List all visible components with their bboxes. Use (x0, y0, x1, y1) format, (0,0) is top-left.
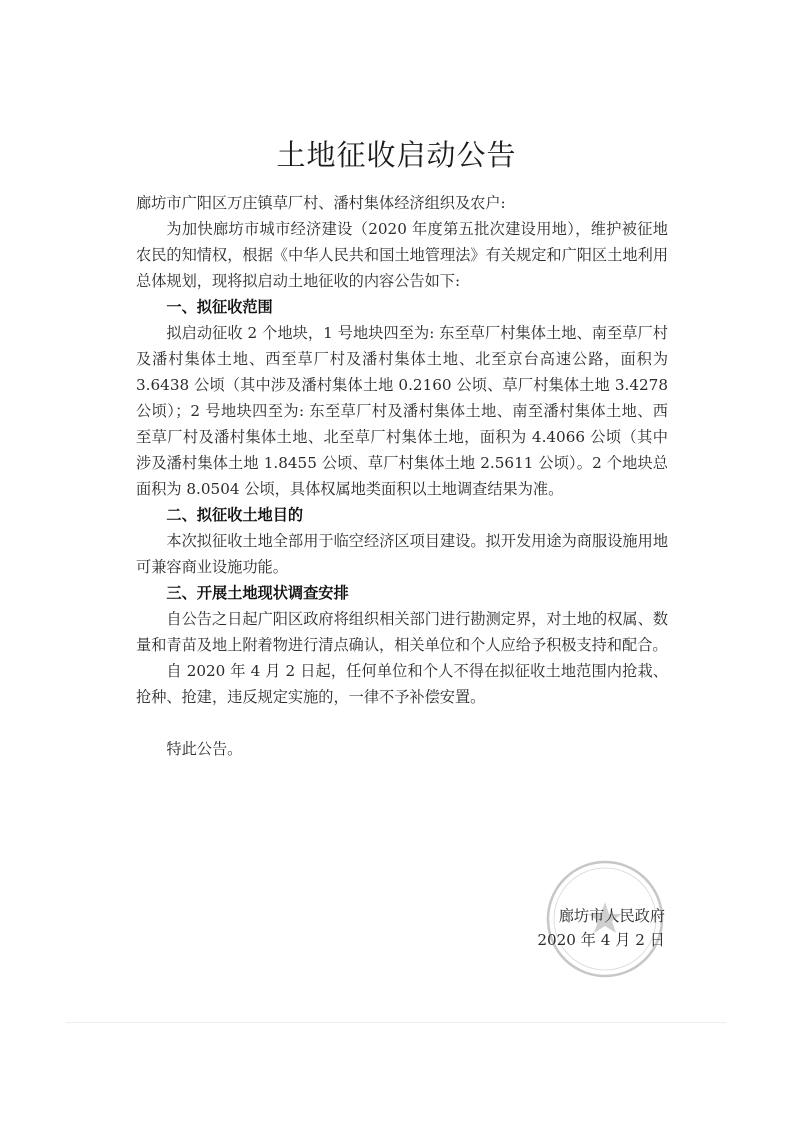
section-heading: 二、拟征收土地目的 (166, 506, 304, 524)
signature-block (537, 904, 665, 952)
section-heading: 三、开展土地现状调查安排 (166, 584, 349, 602)
section-paragraph: 自 2020 年 4 月 2 日起，任何单位和个人不得在拟征收土地范围内抢栽、抢种、抢建，违反规定实施的，一律不予补偿安置。 (136, 662, 668, 706)
page-title: 土地征收启动公告 (276, 138, 517, 172)
section-paragraph: 本次拟征收土地全部用于临空经济区项目建设。拟开发用途为商服设施用地可兼容商业设施功能。 (136, 532, 668, 576)
scan-divider (66, 1022, 726, 1023)
section-heading: 一、拟征收范围 (166, 298, 273, 316)
intro-paragraph: 为加快廊坊市城市经济建设（2020 年度第五批次建设用地），维护被征地农民的知情权，根据《中华人民共和国土地管理法》有关规定和广阳区土地利用总体规划，现将拟启动土地征收的内容公告如下: (136, 220, 668, 290)
signature-date: 2020 年 4 月 2 日 (537, 931, 665, 949)
announcement-body (136, 190, 668, 762)
section-paragraph: 拟启动征收 2 个地块，1 号地块四至为: 东至草厂村集体土地、南至草厂村及潘村集体土地、西至草厂村及潘村集体土地、北至京台高速公路，面积为 3.6438 公顷（其中涉及潘村集体土地 0.2160 公顷、草厂村集体土地 3.4278 公顷）；2 号地块四至为: 东至草厂村及潘村集体土地、南至潘村集体土地、西至草厂村及潘村集体土地、北至草厂村集体土地，面积为 4.4066 公顷（其中涉及潘村集体土地 1.8455 公顷、草厂村集体土地 2.5611 公顷）。2 个地块总面积为 8.0504 公顷，具体权属地类面积以土地调查结果为准。 (136, 324, 668, 498)
signature-org: 廊坊市人民政府 (558, 907, 665, 925)
closing-line: 特此公告。 (166, 740, 243, 758)
section-paragraph: 自公告之日起广阳区政府将组织相关部门进行勘测定界，对土地的权属、数量和青苗及地上附着物进行清点确认，相关单位和个人应给予积极支持和配合。 (136, 610, 668, 654)
addressee: 廊坊市广阳区万庄镇草厂村、潘村集体经济组织及农户: (136, 194, 506, 212)
